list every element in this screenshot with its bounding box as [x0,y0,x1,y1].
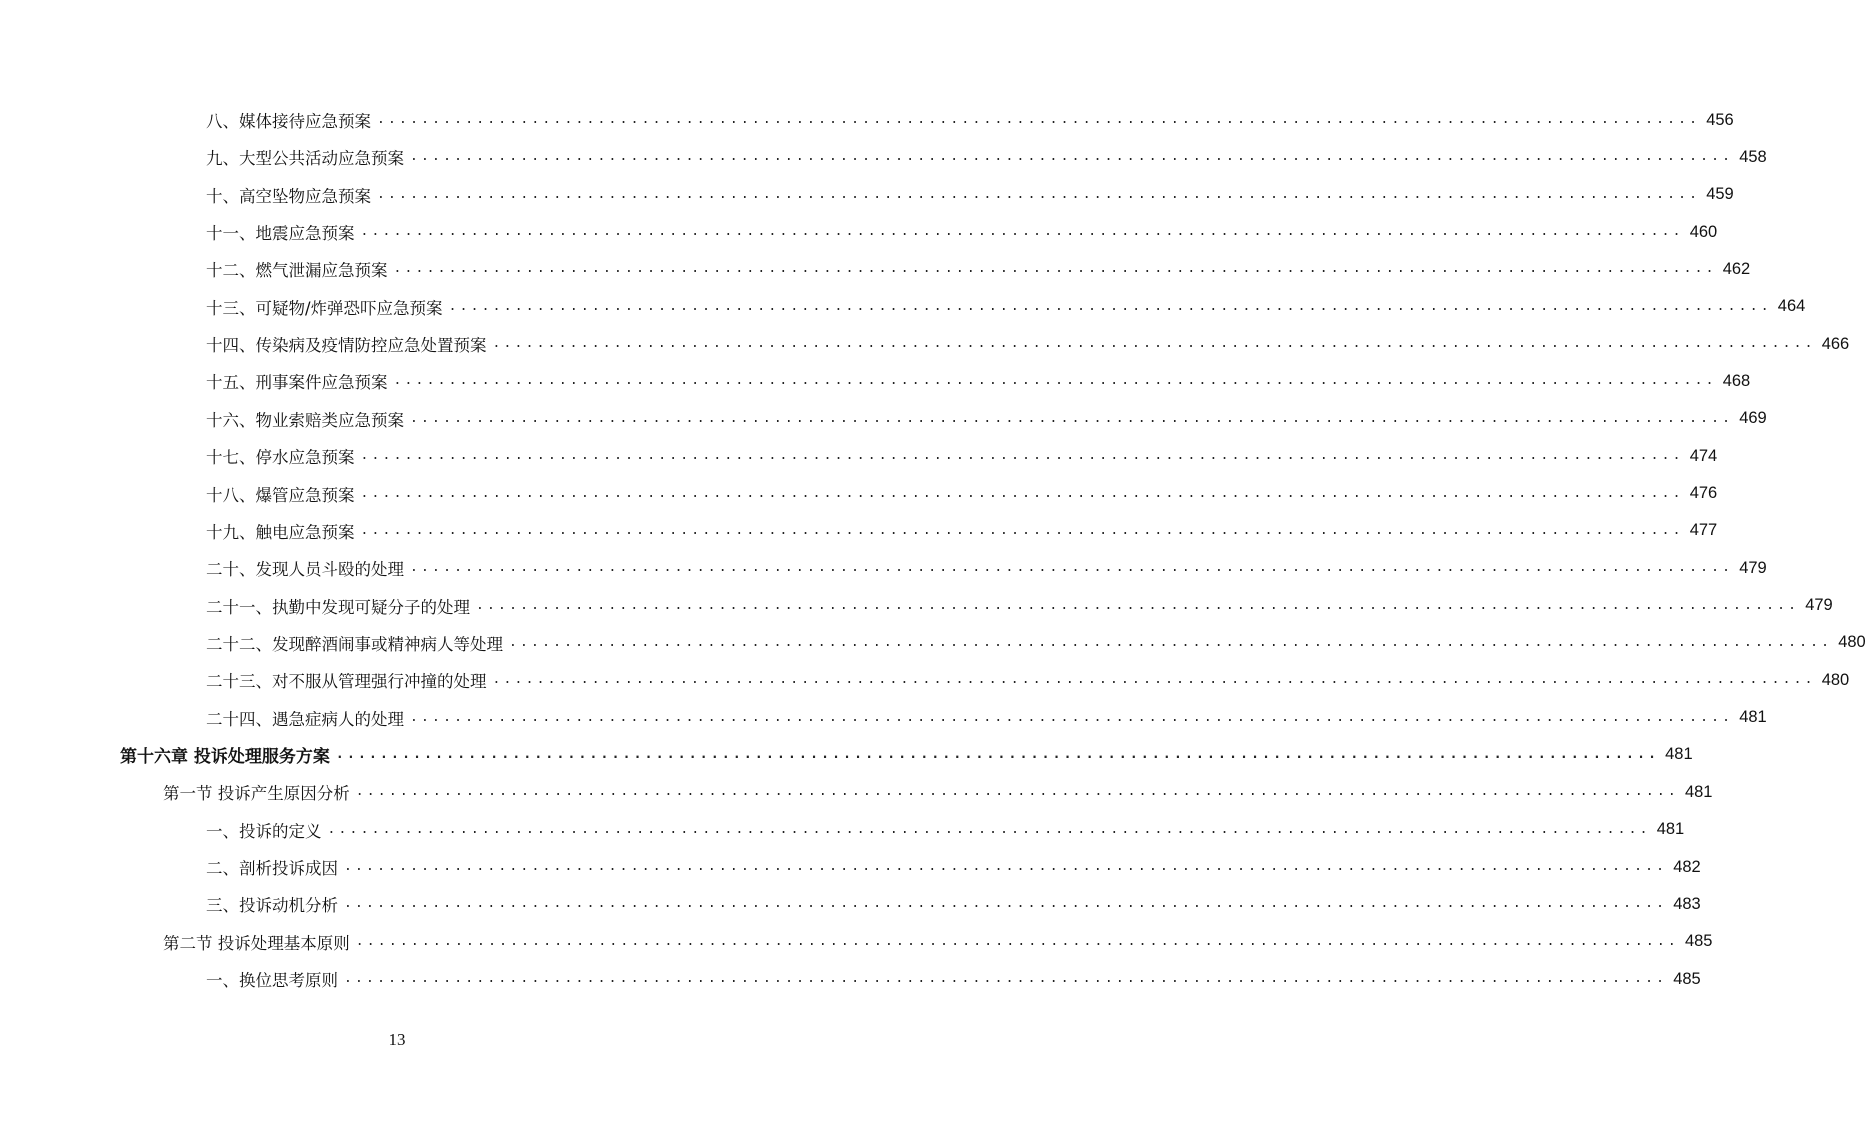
toc-entry[interactable] [206,442,1718,470]
toc-entry-title: 第二节 投诉处理基本原则 [163,933,350,953]
toc-entry-title: 二十一、执勤中发现可疑分子的处理 [206,597,470,617]
toc-entry-page-number: 476 [1689,484,1718,502]
toc-entry-title: 第十六章 投诉处理服务方案 [120,747,330,768]
toc-entry-title: 二十、发现人员斗殴的处理 [206,560,404,580]
toc-entry[interactable] [206,293,1806,321]
toc-entry-page-number: 474 [1689,446,1718,465]
toc-entry-title: 三、投诉动机分析 [206,896,338,916]
toc-entry-page-number: 458 [1739,147,1767,166]
toc-dot-leader: ........................................................................................................................ [355,933,1679,949]
toc-entry-title: 二、剖析投诉成因 [206,859,338,878]
toc-entry[interactable] [206,367,1751,395]
toc-entry-page-number: 482 [1673,857,1701,876]
toc-entry-title: 九、大型公共活动应急预案 [206,149,404,169]
toc-entry-title: 二十四、遇急症病人的处理 [206,709,404,729]
toc-entry[interactable] [206,181,1734,209]
toc-entry[interactable] [206,218,1718,246]
toc-dot-leader: ........................................................................................................................ [492,672,1816,688]
toc-dot-leader: ........................................................................................................................ [360,522,1684,538]
toc-entry-title: 二十二、发现醉酒闹事或精神病人等处理 [206,634,503,654]
toc-entry[interactable] [163,928,1713,956]
footer-page-number: 13 [388,1030,406,1049]
toc-entry-page-number: 481 [1656,820,1685,839]
toc-dot-leader: ........................................................................................................................ [335,746,1660,762]
toc-dot-leader: ........................................................................................................................ [377,186,1701,202]
toc-entry[interactable] [206,517,1718,545]
toc-entry-title: 一、换位思考原则 [206,971,338,991]
toc-entry-title: 十、高空坠物应急预案 [206,186,371,206]
toc-dot-leader: ........................................................................................................................ [393,261,1717,277]
toc-entry-page-number: 485 [1673,969,1701,988]
toc-entry-title: 一、投诉的定义 [206,821,322,841]
toc-entry-title: 第一节 投诉产生原因分析 [163,784,350,804]
toc-dot-leader: ........................................................................................................................ [492,336,1816,352]
toc-entry[interactable] [163,778,1713,806]
toc-entry-page-number: 469 [1739,409,1767,428]
toc-entry[interactable] [206,853,1701,881]
toc-entry-page-number: 480 [1838,633,1866,652]
toc-entry-title: 十七、停水应急预案 [206,448,355,468]
toc-dot-leader: ........................................................................................................................ [476,597,1800,613]
toc-entry[interactable] [206,480,1718,508]
toc-dot-leader: ........................................................................................................................ [410,149,1734,165]
toc-entry-title: 十二、燃气泄漏应急预案 [206,261,388,281]
toc-entry-title: 八、媒体接待应急预案 [206,112,371,131]
toc-dot-leader: ........................................................................................................................ [344,971,1668,987]
toc-dot-leader: ........................................................................................................................ [509,634,1833,650]
toc-entry-page-number: 483 [1673,894,1701,913]
toc-dot-leader: ........................................................................................................................ [344,859,1668,874]
toc-entry-title: 十一、地震应急预案 [206,224,355,244]
toc-entry[interactable] [206,330,1850,358]
toc-entry-title: 十四、传染病及疫情防控应急处置预案 [206,336,487,356]
toc-entry-title: 十三、可疑物/炸弹恐吓应急预案 [206,298,443,318]
toc-entry-page-number: 468 [1722,371,1751,390]
toc-entry-page-number: 480 [1821,670,1850,689]
toc-entry[interactable] [206,704,1767,732]
toc-entry-title: 十八、爆管应急预案 [206,485,355,505]
toc-entry[interactable] [120,741,1693,769]
toc-entry[interactable] [206,890,1701,918]
toc-dot-leader: ........................................................................................................................ [393,373,1717,389]
toc-entry-title: 十六、物业索赔类应急预案 [206,410,404,430]
toc-entry[interactable] [206,554,1767,582]
toc-entry-page-number: 479 [1739,558,1767,577]
toc-dot-leader: ........................................................................................................................ [410,410,1734,426]
toc-entry-page-number: 459 [1706,185,1734,204]
toc-entry-title: 二十三、对不服从管理强行冲撞的处理 [206,672,487,692]
toc-entry[interactable] [206,666,1850,694]
toc-entry-page-number: 460 [1689,222,1718,241]
toc-dot-leader: ........................................................................................................................ [360,224,1684,240]
toc-entry[interactable] [206,255,1751,283]
toc-entry-page-number: 485 [1684,932,1713,951]
toc-dot-leader: ........................................................................................................................ [360,485,1684,501]
toc-entry-page-number: 466 [1821,334,1850,353]
toc-entry[interactable] [206,816,1685,844]
toc-entry-page-number: 477 [1689,521,1718,540]
toc-dot-leader: ........................................................................................................................ [360,448,1684,464]
toc-entry-title: 十五、刑事案件应急预案 [206,373,388,393]
toc-dot-leader: ........................................................................................................................ [410,560,1734,576]
toc-entry-page-number: 481 [1684,782,1713,801]
toc-entry[interactable] [206,143,1767,171]
toc-entry[interactable] [206,592,1833,620]
toc-entry-page-number: 464 [1777,297,1806,316]
toc-entry-page-number: 462 [1722,259,1751,278]
toc-entry-page-number: 481 [1739,708,1767,727]
toc-dot-leader: ........................................................................................................................ [410,709,1734,725]
toc-entry[interactable] [206,106,1734,134]
toc-entry-page-number: 481 [1665,745,1693,764]
toc-entry[interactable] [206,629,1866,657]
toc-entry-page-number: 479 [1805,596,1833,615]
toc-dot-leader: ........................................................................................................................ [448,298,1772,314]
toc-dot-leader: ........................................................................................................................ [327,821,1651,837]
toc-dot-leader: ........................................................................................................................ [344,896,1668,912]
toc-entry[interactable] [206,405,1767,433]
toc-dot-leader: ........................................................................................................................ [355,784,1679,800]
toc-entry-title: 十九、触电应急预案 [206,522,355,542]
toc-dot-leader: ........................................................................................................................ [377,112,1701,127]
toc-entry-page-number: 456 [1706,110,1734,129]
toc-entry[interactable] [206,965,1701,993]
